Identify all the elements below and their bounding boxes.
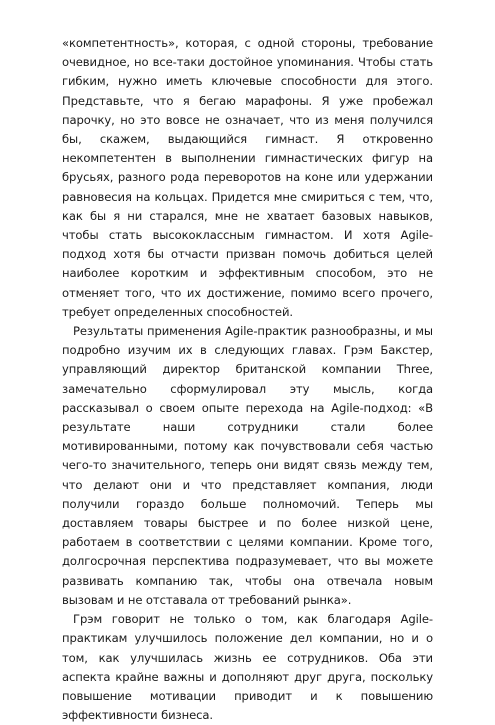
paragraph-graham-says: Грэм говорит не только о том, как благодаря Agile-практикам улучшилось положение дел компании, но и о том, как улучшилась жизнь ее сотрудников. Оба эти аспекта крайне важны и дополняют друг друга, поскольку повышение мотивации приводит и к повышению эффективности бизнеса. <box>62 612 433 723</box>
paragraph-competence: «компетентность», которая, с одной стороны, требование очевидное, но все-таки достойное упоминания. Чтобы стать гибким, нужно иметь ключевые способности для этого. Представьте, что я бегаю марафоны. Я уже пробежал парочку, но это вовсе не означает, что из меня получился бы, скажем, выдающийся гимнаст. Я откровенно некомпетентен в выполнении гимнастических фигур на брусьях, разного рода переворотов на коне или удержании равновесия на кольцах. Придется мне смириться с тем, что, как бы я ни старался, мне не хватает базовых навыков, чтобы стать высококлассным гимнастом. И хотя Agile-подход хотя бы отчасти призван помочь добиться целей наиболее коротким и эффективным способом, это не отменяет того, что их достижение, помимо всего прочего, требует определенных способностей. <box>62 36 433 319</box>
paragraph-agile-results: Результаты применения Agile-практик разнообразны, и мы подробно изучим их в следующих главах. Грэм Бакстер, управляющий директор британской компании Three, замечательно сформулировал эту мысль, когда рассказывал о своем опыте перехода на Agile-подход: «В результате наши сотрудники стали более мотивированными, потому как почувствовали себя частью чего-то значительного, теперь они видят связь между тем, что делают они и что представляет компания, люди получили гораздо больше полномочий. Теперь мы доставляем товары быстрее и по более низкой цене, работаем в соответствии с целями компании. Кроме того, долгосрочная перспектива подразумевает, что вы можете развивать компанию так, чтобы она отвечала новым вызовам и не отставала от требований рынка». <box>62 324 433 607</box>
page-body <box>62 34 433 725</box>
